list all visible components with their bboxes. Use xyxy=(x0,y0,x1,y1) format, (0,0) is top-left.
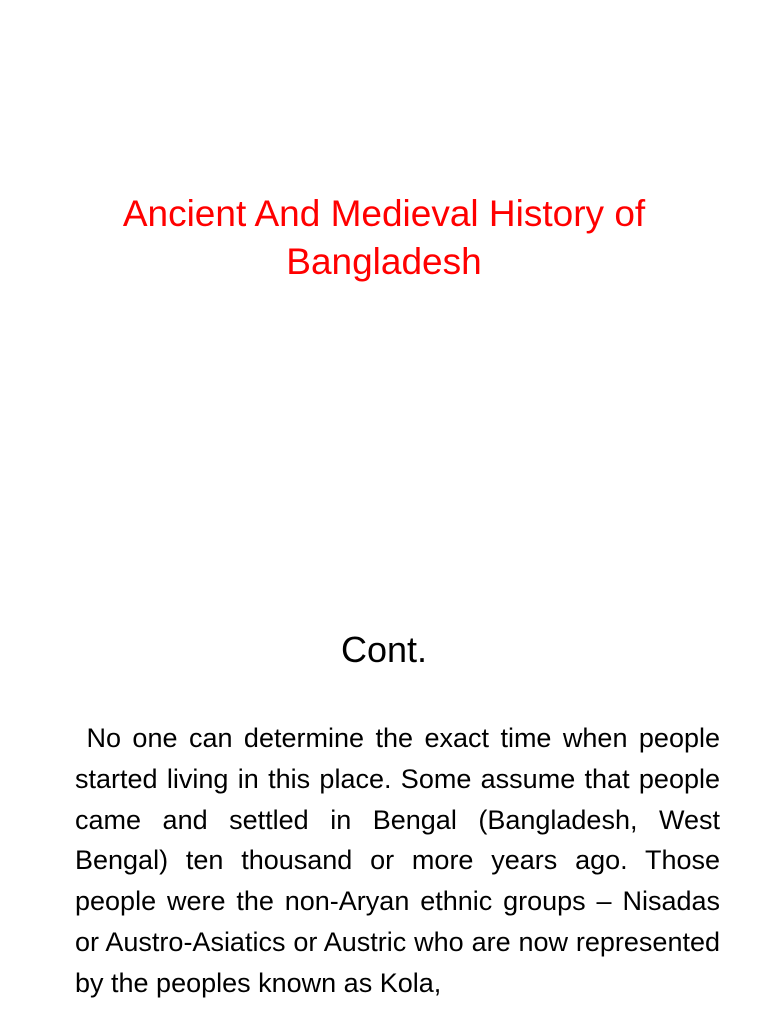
content-slide xyxy=(0,576,768,1024)
slide-title: Ancient And Medieval History of Bangladesh xyxy=(122,193,646,282)
body-paragraph: No one can determine the exact time when people started living in this place. Some assume that people came and settled in Bengal (Bangladesh, West Bengal) ten thousand or more years ago. Those people were the non-Aryan ethnic groups – Nisadas or Austro-Asiatics or Austric who are now represented by the peoples known as Kola, xyxy=(75,723,720,998)
slide-heading: Cont. xyxy=(340,629,428,670)
